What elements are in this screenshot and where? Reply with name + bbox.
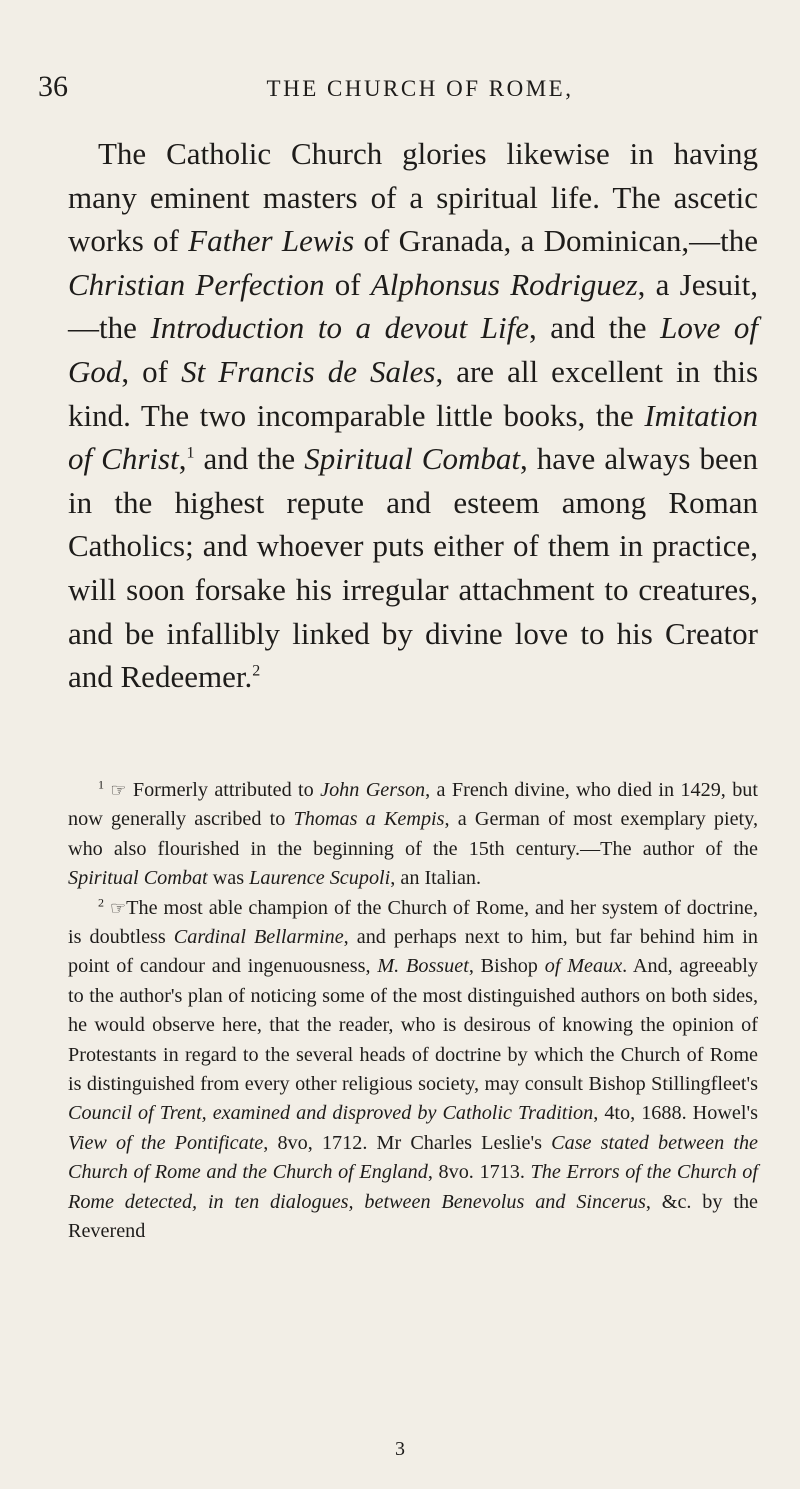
page-header <box>0 70 800 110</box>
italic-title: Love of God <box>68 310 759 389</box>
footnote-ref[interactable]: 2 <box>252 662 261 680</box>
italic-name: of Meaux <box>544 955 623 978</box>
footnote-1 <box>68 776 758 894</box>
note-text: was <box>207 867 250 890</box>
italic-title: Introduction to a devout Life <box>150 310 529 346</box>
body-text: of <box>324 266 371 302</box>
body-text: , and the <box>529 310 661 346</box>
footnote-2 <box>68 894 758 1247</box>
footnote-mark: 1 <box>98 777 104 792</box>
manicule-icon: ☞ <box>110 897 127 919</box>
body-text: , a Jesuit,—the <box>68 266 758 346</box>
body-text: , of <box>121 353 182 389</box>
italic-name: St Francis de Sales <box>181 353 436 389</box>
body-text: The Catholic Church glories likewise in having many eminent masters of a spiritual life. The ascetic works of <box>68 136 758 259</box>
footnote-ref[interactable]: 1 <box>186 444 195 462</box>
italic-title: Spiritual Combat <box>304 441 520 477</box>
note-text: , and perhaps next to him, but far behind him in point of candour and ingenuousness, <box>68 926 759 978</box>
note-text: , an Italian. <box>390 867 482 890</box>
running-head: THE CHURCH OF ROME, <box>266 76 574 101</box>
note-text: . And, agreeably to the author's plan of noticing some of the most distinguished authors on both sides, he would observe here, that the reader, who is desirous of knowing the opinion of Protestants in regard to the several heads of doctrine by which the Church of Rome is distinguished from every other religious society, may consult Bishop Stillingfleet's <box>68 955 758 1096</box>
body-text: of Granada, a Dominican,—the <box>354 223 758 259</box>
main-text <box>68 132 758 699</box>
italic-title: Case stated between the Church of Rome and the Church of England <box>68 1131 758 1184</box>
note-text: , a French divine, who died in 1429, but now generally ascribed to <box>68 779 759 831</box>
italic-name: Laurence Scupoli <box>249 867 391 890</box>
italic-title: Council of Trent, examined and disproved by Catholic Tradition <box>68 1102 594 1125</box>
note-text: , 8vo, 1712. Mr Charles Leslie's <box>263 1131 552 1154</box>
body-text: and the <box>194 441 305 477</box>
note-text: , 4to, 1688. Howel's <box>593 1102 758 1125</box>
italic-name: Alphonsus Rodriguez <box>370 266 638 302</box>
italic-title: Imitation of Christ <box>68 397 758 477</box>
italic-title: View of the Pontificate <box>68 1131 264 1154</box>
body-text: , have always been in the highest repute and esteem among Roman Catholics; and whoever puts either of them in practice, will soon forsake his irregular attachment to creatures, and be infallibly linked by divine love to his Creator and Redeemer. <box>68 441 758 695</box>
note-text: , 8vo. 1713. <box>427 1161 531 1184</box>
signature-mark: 3 <box>395 1438 405 1460</box>
italic-name: John Gerson <box>320 779 426 801</box>
manicule-icon: ☞ <box>110 780 127 801</box>
note-text: The most able champion of the Church of Rome, and her system of doctrine, is doubtless <box>68 896 759 949</box>
body-text: , are all excellent in this kind. The two incomparable little books, the <box>68 353 759 433</box>
italic-title: Christian Perfection <box>68 266 325 302</box>
note-text: Formerly attributed to <box>126 779 321 801</box>
italic-title: Father Lewis <box>188 223 355 259</box>
italic-title: The Errors of the Church of Rome detected, in ten dialogues, between Benevolus and Sincerus <box>68 1161 759 1213</box>
body-paragraph <box>68 132 758 699</box>
note-text: , a German of most exemplary piety, who also flourished in the beginning of the 15th century.—The author of the <box>68 808 758 860</box>
note-text: , &c. by the Reverend <box>68 1190 759 1243</box>
footnotes <box>68 776 758 1247</box>
italic-name: M. Bossuet <box>377 955 469 978</box>
footnote-mark: 2 <box>98 894 104 909</box>
page-number: 36 <box>38 70 68 103</box>
italic-name: Thomas a Kempis <box>293 808 445 831</box>
body-text: , <box>178 441 187 477</box>
note-text: , Bishop <box>468 955 545 978</box>
italic-name: Cardinal Bellarmine <box>173 926 344 949</box>
italic-title: Spiritual Combat <box>68 867 208 890</box>
